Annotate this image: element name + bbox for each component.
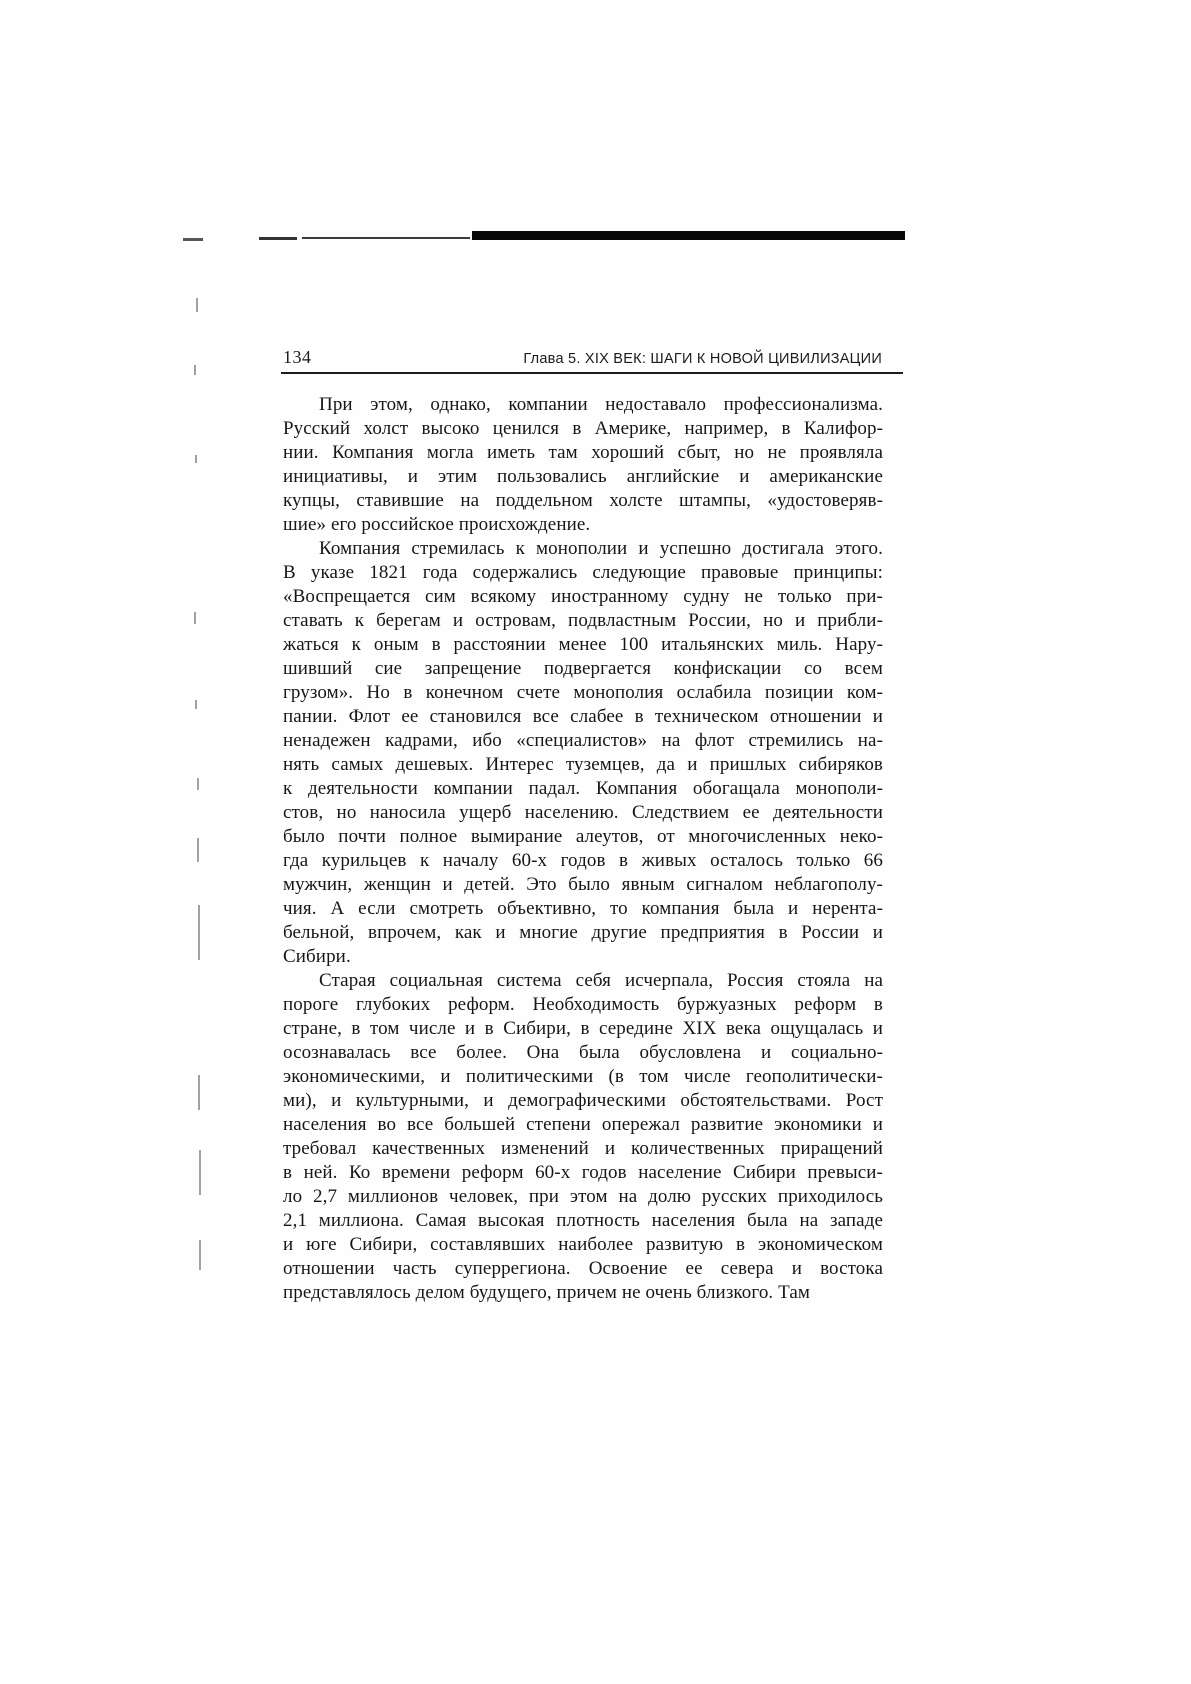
text-line: жаться к оным в расстоянии менее 100 итальянских миль. Нару- [283,634,883,655]
scan-speck [196,298,198,312]
scan-speck [199,1150,201,1195]
text-line: и юге Сибири, составлявших наиболее развитую в экономическом [283,1234,883,1255]
text-line: шивший сие запрещение подвергается конфискации со всем [283,658,883,679]
text-line: к деятельности компании падал. Компания обогащала монополи- [283,778,883,799]
scan-artifact-line [302,237,470,239]
scan-speck [199,1240,201,1270]
text-line: При этом, однако, компании недоставало профессионализма. [319,394,883,415]
page-number: 134 [283,347,312,367]
text-line: экономическими, и политическими (в том числе геополитически- [283,1066,883,1087]
text-line: отношении часть суперрегиона. Освоение ее севера и востока [283,1258,883,1279]
scan-speck [194,365,196,375]
text-line: Старая социальная система себя исчерпала, Россия стояла на [319,970,883,991]
text-line: шие» его российское происхождение. [283,514,591,535]
text-line: ми), и культурными, и демографическими обстоятельствами. Рост [283,1090,883,1111]
chapter-header: Глава 5. XIX ВЕК: ШАГИ К НОВОЙ ЦИВИЛИЗАЦИИ [523,351,882,367]
text-line: мужчин, женщин и детей. Это было явным сигналом неблагополу- [283,874,883,895]
text-line: нять самых дешевых. Интерес туземцев, да и пришлых сибиряков [283,754,883,775]
scan-artifact-dash [259,237,297,240]
text-line: грузом». Но в конечном счете монополия ослабила позиции ком- [283,682,883,703]
text-line: бельной, впрочем, как и многие другие предприятия в России и [283,922,883,943]
text-line: было почти полное вымирание алеутов, от многочисленных неко- [283,826,883,847]
header-rule [281,372,903,374]
text-line: инициативы, и этим пользовались английские и американские [283,466,883,487]
text-line: стране, в том числе и в Сибири, в середине XIX века ощущалась и [283,1018,883,1039]
scan-artifact-bar [472,231,905,240]
text-line: пороге глубоких реформ. Необходимость буржуазных реформ в [283,994,883,1015]
text-line: пании. Флот ее становился все слабее в техническом отношении и [283,706,883,727]
scan-speck [194,612,196,624]
text-line: осознавалась все более. Она была обусловлена и социально- [283,1042,883,1063]
scan-speck [198,905,200,960]
paragraph-1 [283,393,883,537]
text-line: гда курильцев к началу 60-х годов в живых осталось только 66 [283,850,883,871]
paragraph-2 [283,537,883,969]
scan-speck [198,1075,200,1110]
scan-speck [197,838,199,862]
running-header [283,347,882,368]
scan-artifact-dash [183,238,203,241]
paragraph-3 [283,969,883,1305]
text-line: Компания стремилась к монополии и успешно достигала этого. [319,538,883,559]
text-line: чия. А если смотреть объективно, то компания была и нерента- [283,898,883,919]
text-line: требовал качественных изменений и количественных приращений [283,1138,883,1159]
scan-speck [195,455,197,463]
text-line: Русский холст высоко ценился в Америке, например, в Калифор- [283,418,883,439]
text-line: В указе 1821 года содержались следующие правовые принципы: [283,562,883,583]
text-line: Сибири. [283,946,351,967]
text-line: «Воспрещается сим всякому иностранному судну не только при- [283,586,883,607]
text-line: ло 2,7 миллионов человек, при этом на долю русских приходилось [283,1186,883,1207]
text-line: ненадежен кадрами, ибо «специалистов» на флот стремились на- [283,730,883,751]
text-line: 2,1 миллиона. Самая высокая плотность населения была на западе [283,1210,883,1231]
text-line: ставать к берегам и островам, подвластным России, но и прибли- [283,610,883,631]
text-line: в ней. Ко времени реформ 60-х годов население Сибири превыси- [283,1162,883,1183]
text-line: купцы, ставившие на поддельном холсте штампы, «удостоверяв- [283,490,883,511]
scan-speck [195,700,197,709]
text-line: населения во все большей степени опережал развитие экономики и [283,1114,883,1135]
text-line: представлялось делом будущего, причем не очень близкого. Там [283,1282,811,1303]
text-line: стов, но наносила ущерб населению. Следствием ее деятельности [283,802,883,823]
scan-speck [197,778,199,790]
body-text [283,393,883,1305]
text-line: нии. Компания могла иметь там хороший сбыт, но не проявляла [283,442,883,463]
